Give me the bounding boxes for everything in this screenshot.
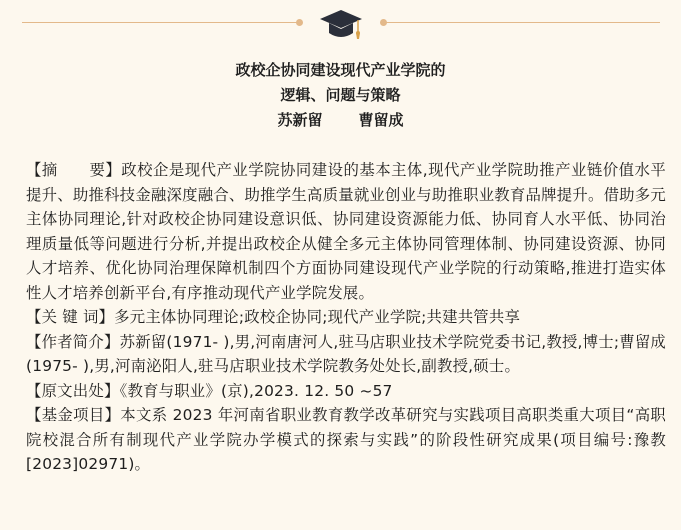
author-1: 苏新留 — [277, 111, 323, 129]
author-bio-text: 苏新留(1971- ),男,河南唐河人,驻马店职业技术学院党委书记,教授,博士;曹留成(1975- ),男,河南泌阳人,驻马店职业技术学院教务处处长,副教授,硕士。 — [26, 332, 667, 375]
source-paragraph — [26, 379, 666, 404]
abstract-paragraph — [26, 158, 666, 305]
keywords-paragraph — [26, 305, 666, 330]
abstract-label: 【摘 要】 — [26, 161, 122, 179]
source-text: 《教育与职业》(京),2023. 12. 50 ~57 — [119, 381, 393, 400]
fund-text: 本文系 2023 年河南省职业教育教学改革研究与实践项目高职类重大项目“高职院校混合所有制现代产业学院办学模式的探索与实践”的阶段性研究成果(项目编号:豫教[2023]02971)。 — [26, 406, 667, 473]
graduation-cap-icon — [318, 8, 364, 44]
article-title-line2: 逻辑、问题与策略 — [280, 86, 401, 104]
abstract-text: 政校企是现代产业学院协同建设的基本主体,现代产业学院助推产业链价值水平提升、助推科技金融深度融合、助推学生高质量就业创业与助推职业教育品牌提升。借助多元主体协同理论,针对政校企协同建设意识低、协同建设资源能力低、协同育人水平低、协同治理质量低等问题进行分析,并提出政校企从健全多元主体协同管理体制、协同建设资源、协同人才培养、优化协同治理保障机制四个方面协同建设现代产业学院的行动策略,推进打造实体性人才培养创新平台,有序推动现代产业学院发展。 — [26, 161, 666, 302]
author-2: 曹留成 — [358, 111, 404, 129]
keywords-text: 多元主体协同理论;政校企协同;现代产业学院;共建共管共享 — [114, 308, 521, 326]
header-rule-right — [385, 22, 660, 23]
fund-label: 【基金项目】 — [26, 406, 121, 424]
keywords-label: 【关 键 词】 — [26, 308, 115, 326]
authors — [0, 108, 681, 133]
article-metadata — [26, 158, 666, 477]
header-rule-left — [22, 22, 297, 23]
author-bio-paragraph — [26, 330, 666, 379]
source-label: 【原文出处】 — [26, 381, 120, 400]
author-bio-label: 【作者简介】 — [26, 332, 120, 351]
article-title-line1: 政校企协同建设现代产业学院的 — [235, 61, 446, 79]
fund-paragraph — [26, 403, 666, 477]
title-block — [0, 58, 681, 133]
header-dot-left — [296, 19, 303, 26]
